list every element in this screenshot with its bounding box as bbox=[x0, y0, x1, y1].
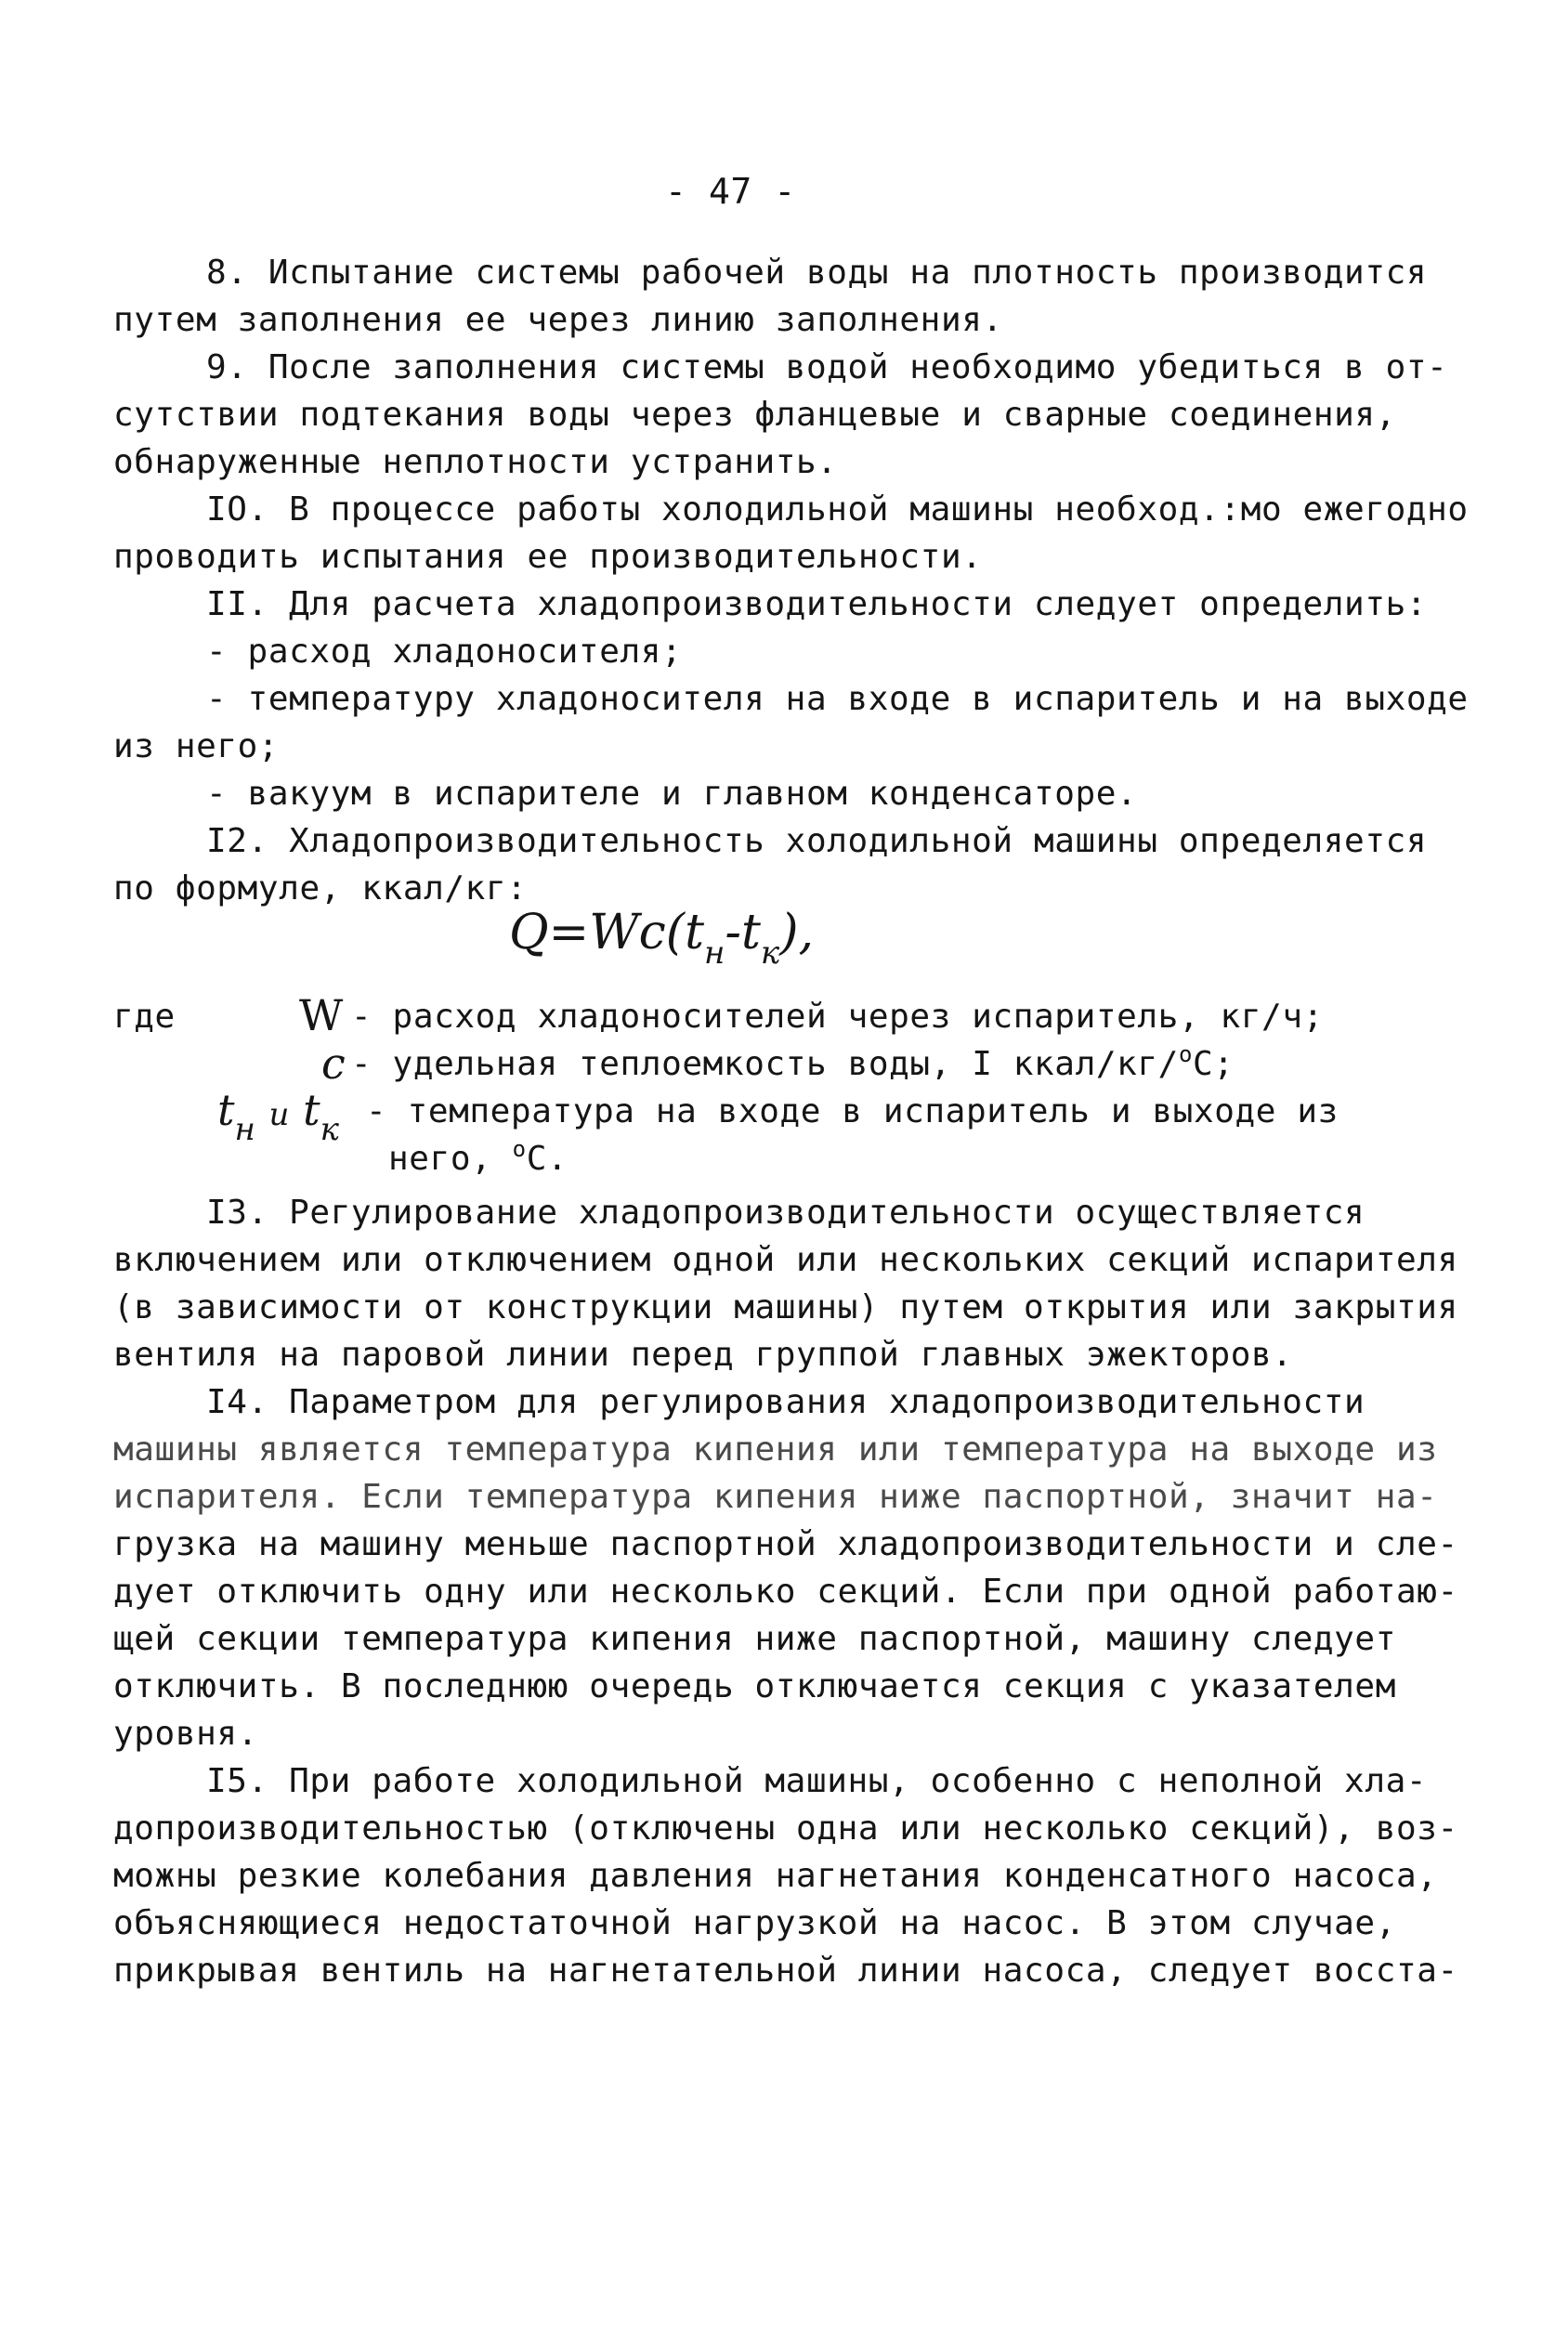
formula-c: c bbox=[638, 905, 666, 960]
formula-sub-outlet: к bbox=[760, 934, 780, 972]
paragraph-line: I4. Параметром для регулирования хладопроизводительности bbox=[206, 1383, 1365, 1421]
formula-sub-inlet: н bbox=[704, 934, 725, 972]
formula-comma: , bbox=[798, 905, 815, 960]
list-item: - вакуум в испарителе и главном конденсаторе. bbox=[206, 775, 1138, 813]
paragraph-line: I3. Регулирование хладопроизводительности осуществляется bbox=[206, 1194, 1365, 1232]
paragraph-line: проводить испытания ее производительности. bbox=[113, 538, 983, 576]
paragraph-line: уровня. bbox=[113, 1715, 258, 1753]
paragraph-line: сутствии подтекания воды через фланцевые и сварные соединения, bbox=[113, 396, 1396, 434]
paragraph-line: 8. Испытание системы рабочей воды на плотность производится bbox=[206, 254, 1428, 292]
formula-w: W bbox=[589, 905, 639, 960]
paragraph-line: отключить. В последнюю очередь отключается секция с указателем bbox=[113, 1667, 1396, 1705]
legend-where: где bbox=[113, 998, 176, 1036]
paragraph-line: по формуле, ккал/кг: bbox=[113, 869, 528, 908]
formula-close-paren: ) bbox=[779, 905, 799, 960]
paragraph-line: I2. Хладопроизводительность холодильной машины определяется bbox=[206, 822, 1428, 860]
formula-open-paren: ( bbox=[665, 905, 686, 960]
legend-t-text: - температура на входе в испаритель и выходе из bbox=[366, 1092, 1339, 1130]
legend-c-symbol: c bbox=[321, 1038, 346, 1089]
formula-t-inlet: t bbox=[685, 905, 704, 960]
formula-equals: = bbox=[548, 905, 590, 960]
paragraph-line: можны резкие колебания давления нагнетания конденсатного насоса, bbox=[113, 1857, 1438, 1895]
legend-t-text-cont: него, $^о$С. bbox=[388, 1136, 568, 1178]
paragraph-line: (в зависимости от конструкции машины) путем открытия или закрытия bbox=[113, 1288, 1458, 1326]
paragraph-line: путем заполнения ее через линию заполнения. bbox=[113, 301, 1003, 339]
paragraph-line: IO. В процессе работы холодильной машины необход.:мо ежегодно bbox=[206, 490, 1469, 529]
paragraph-line: вентиля на паровой линии перед группой главных эжекторов. bbox=[113, 1336, 1293, 1374]
paragraph-line: дует отключить одну или несколько секций. Если при одной работаю- bbox=[113, 1573, 1458, 1611]
formula-minus: - bbox=[725, 905, 741, 960]
paragraph-line: машины является температура кипения или температура на выходе из bbox=[113, 1430, 1438, 1469]
paragraph-line: объясняющиеся недостаточной нагрузкой на насос. В этом случае, bbox=[113, 1904, 1396, 1942]
paragraph-line: II. Для расчета хладопроизводительности следует определить: bbox=[206, 585, 1428, 623]
paragraph-line: обнаруженные неплотности устранить. bbox=[113, 443, 838, 481]
paragraph-line: прикрывая вентиль на нагнетательной линии насоса, следует восста- bbox=[113, 1952, 1458, 1990]
paragraph-line: I5. При работе холодильной машины, особенно с неполной хла- bbox=[206, 1762, 1428, 1800]
formula-t-outlet: t bbox=[740, 905, 761, 960]
list-item: - температуру хладоносителя на входе в испаритель и на выходе bbox=[206, 680, 1469, 718]
legend-w-symbol: W bbox=[299, 990, 344, 1040]
paragraph-line: включением или отключением одной или нескольких секций испарителя bbox=[113, 1241, 1458, 1279]
page-number: - 47 - bbox=[665, 171, 796, 212]
paragraph-line: испарителя. Если температура кипения ниже паспортной, значит на- bbox=[113, 1478, 1438, 1516]
formula bbox=[509, 903, 815, 972]
list-item: - расход хладоносителя; bbox=[206, 633, 683, 671]
paragraph-line: допроизводительностью (отключены одна или несколько секций), воз- bbox=[113, 1809, 1458, 1848]
paragraph-line: 9. После заполнения системы водой необходимо убедиться в от- bbox=[206, 348, 1448, 386]
formula-lhs: Q bbox=[509, 905, 549, 960]
paragraph-line: щей секции температура кипения ниже паспортной, машину следует bbox=[113, 1620, 1396, 1658]
paragraph-line: из него; bbox=[113, 727, 280, 765]
legend-w-text: - расход хладоносителей через испаритель, кг/ч; bbox=[351, 998, 1324, 1036]
paragraph-line: грузка на машину меньше паспортной хладопроизводительности и сле- bbox=[113, 1525, 1458, 1563]
legend-t-symbols: $t_н$ и $t_к$ bbox=[217, 1085, 339, 1148]
legend-c-text: - удельная теплоемкость воды, I ккал/кг/$^о$С; bbox=[351, 1041, 1235, 1083]
